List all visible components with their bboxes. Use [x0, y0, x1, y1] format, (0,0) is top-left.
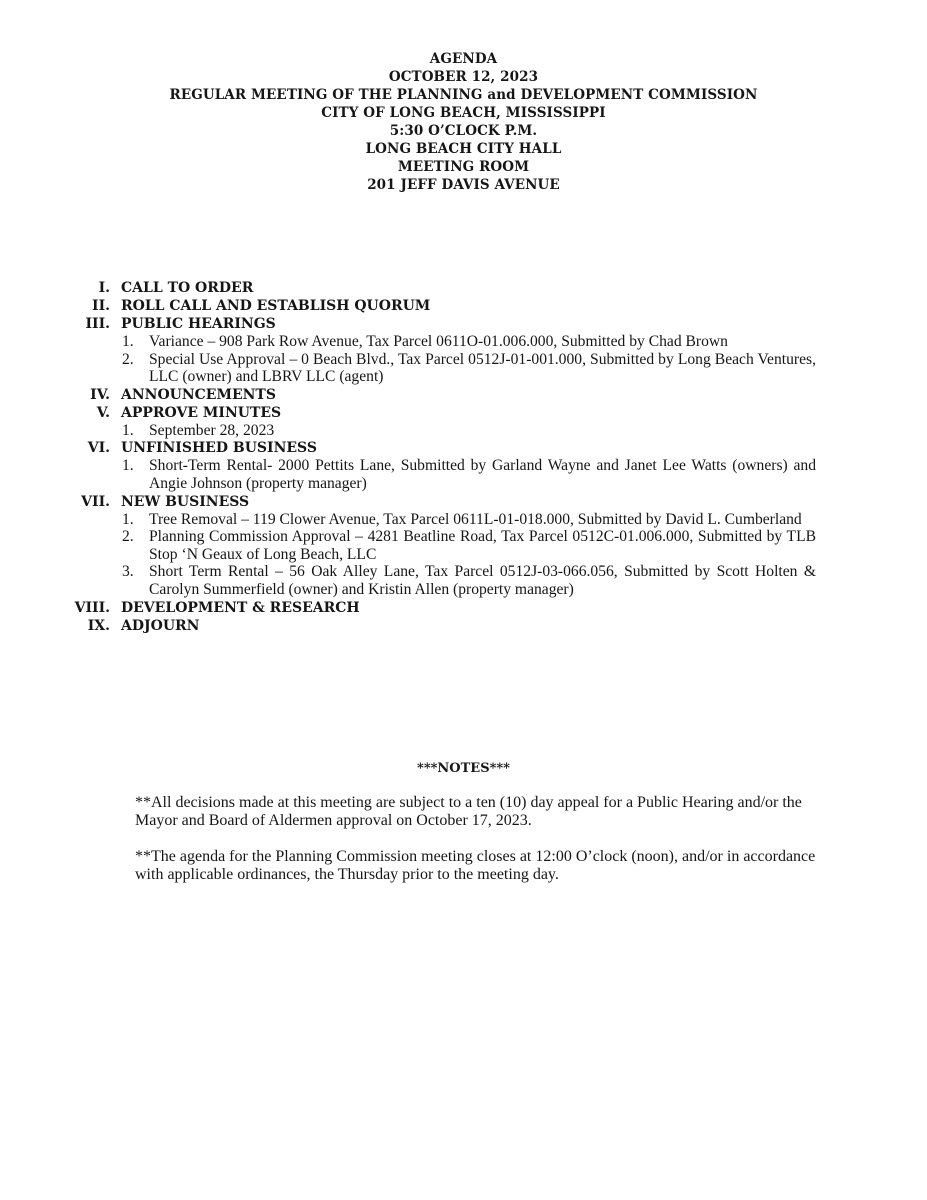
section-title: ANNOUNCEMENTS: [121, 386, 276, 403]
section-call-to-order: [0, 279, 927, 297]
item-text: Short Term Rental – 56 Oak Alley Lane, Tax Parcel 0512J-03-066.056, Submitted by Scott Holten & Carolyn Summerfield (owner) and Kristin Allen (property manager): [149, 563, 816, 598]
section-title: ROLL CALL AND ESTABLISH QUORUM: [121, 298, 431, 314]
header-line-date: OCTOBER 12, 2023: [388, 69, 539, 85]
section-title: APPROVE MINUTES: [121, 404, 282, 421]
section-adjourn: [0, 617, 927, 635]
note-appeal: **All decisions made at this meeting are subject to a ten (10) day appeal for a Public Hearing and/or the Mayor and Board of Aldermen approval on October 17, 2023.: [135, 794, 802, 829]
item-number: 1.: [122, 421, 134, 439]
section-roll-call: [0, 297, 927, 315]
item-number: 3.: [122, 563, 134, 581]
header-line-room: MEETING ROOM: [397, 159, 530, 175]
item-text: September 28, 2023: [149, 421, 275, 439]
agenda-header: [0, 50, 927, 194]
section-unfinished-business: [0, 439, 927, 457]
header-line-city: CITY OF LONG BEACH, MISSISSIPPI: [321, 105, 606, 121]
section-new-business: [0, 493, 927, 511]
section-number: VIII.: [74, 599, 110, 616]
item-text: Short-Term Rental- 2000 Pettits Lane, Submitted by Garland Wayne and Janet Lee Watts (owners) and Angie Johnson (property manager): [149, 457, 816, 492]
list-item: [0, 333, 816, 351]
item-text: Special Use Approval – 0 Beach Blvd., Tax Parcel 0512J-01-001.000, Submitted by Long Beach Ventures, LLC (owner) and LBRV LLC (agent): [149, 350, 816, 386]
item-number: 2.: [122, 528, 134, 546]
section-number: I.: [98, 280, 110, 296]
note-agenda-deadline: **The agenda for the Planning Commission meeting closes at 12:00 O’clock (noon), and/or in accordance with applicable ordinances, the Thursday prior to the meeting day.: [135, 848, 816, 883]
list-item: [0, 457, 816, 492]
section-number: VI.: [87, 440, 110, 457]
section-title: UNFINISHED BUSINESS: [121, 440, 317, 457]
item-text: Planning Commission Approval – 4281 Beatline Road, Tax Parcel 0512C-01.006.000, Submitted by TLB Stop ‘N Geaux of Long Beach, LLC: [149, 528, 816, 563]
list-item: [0, 563, 816, 598]
item-number: 1.: [122, 333, 134, 350]
section-number: IX.: [87, 617, 110, 634]
section-title: CALL TO ORDER: [121, 280, 254, 296]
section-number: II.: [92, 298, 110, 314]
item-text: Variance – 908 Park Row Avenue, Tax Parcel 0611O-01.006.000, Submitted by Chad Brown: [149, 333, 728, 350]
section-title: ADJOURN: [121, 617, 200, 634]
section-public-hearings: [0, 315, 927, 333]
section-number: IV.: [90, 386, 110, 403]
item-text: Tree Removal – 119 Clower Avenue, Tax Parcel 0611L-01-018.000, Submitted by David L. Cumberland: [149, 510, 802, 528]
list-item: [0, 351, 816, 386]
list-item: [0, 511, 816, 529]
section-title: PUBLIC HEARINGS: [121, 316, 276, 332]
header-line-venue: LONG BEACH CITY HALL: [365, 141, 562, 157]
header-line-agenda: AGENDA: [429, 51, 498, 67]
section-title: DEVELOPMENT & RESEARCH: [121, 599, 360, 616]
section-number: V.: [96, 404, 110, 421]
item-number: 2.: [122, 350, 134, 368]
section-development-research: [0, 599, 927, 617]
list-item: [0, 528, 816, 563]
section-title: NEW BUSINESS: [121, 493, 250, 510]
header-line-address: 201 JEFF DAVIS AVENUE: [367, 177, 560, 193]
section-approve-minutes: [0, 404, 927, 422]
agenda-list: [0, 279, 927, 635]
header-line-time: 5:30 O’CLOCK P.M.: [389, 123, 538, 139]
list-item: [0, 422, 816, 440]
section-announcements: [0, 386, 927, 404]
notes-heading: ***NOTES***: [417, 761, 510, 776]
section-number: VII.: [81, 493, 110, 510]
section-number: III.: [85, 316, 110, 332]
item-number: 1.: [122, 457, 134, 475]
item-number: 1.: [122, 510, 134, 528]
header-line-meeting-name: REGULAR MEETING OF THE PLANNING and DEVELOPMENT COMMISSION: [169, 87, 758, 103]
